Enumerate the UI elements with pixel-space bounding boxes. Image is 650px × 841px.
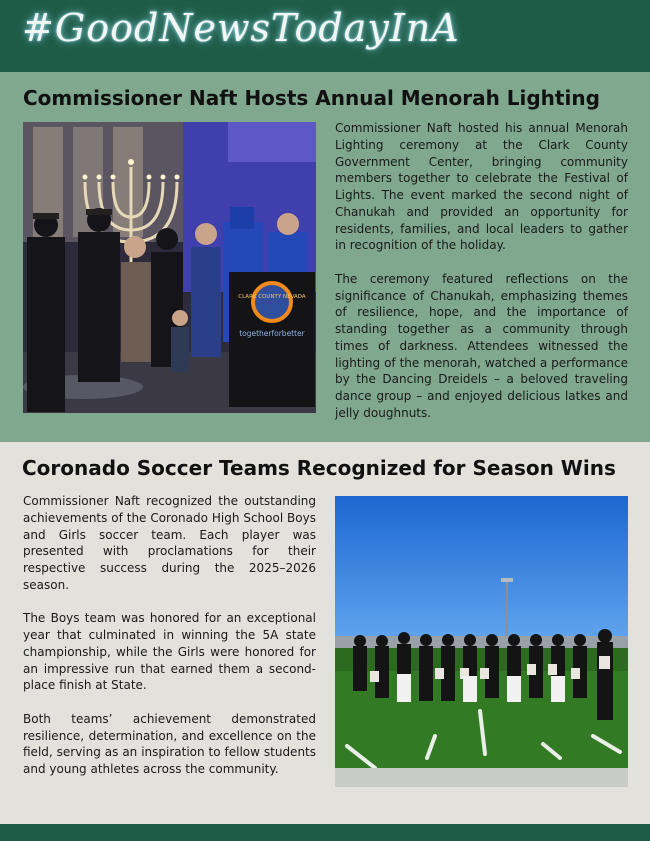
footer-bar <box>0 824 650 841</box>
article-title: Coronado Soccer Teams Recognized for Season Wins <box>22 456 616 480</box>
article-paragraph: Commissioner Naft hosted his annual Menorah Lighting ceremony at the Clark County Government Center, bringing community members together to celebrate the Festival of Lights. The event marked the second night of Chanukah and provided an opportunity for residents, families, and local leaders to gather in recognition of the holiday. <box>335 121 628 253</box>
soccer-team-photo <box>335 496 628 787</box>
header-banner <box>0 0 650 72</box>
article-paragraph: The ceremony featured reflections on the significance of Chanukah, emphasizing themes of resilience, hope, and the importance of standing together as a community through times of darkness. Attendees witnessed the lighting of the menorah, watched a performance by the Dancing Dreidels – a beloved traveling dance group – and enjoyed delicious latkes and jelly doughnuts. <box>335 271 628 420</box>
article-body <box>23 493 316 795</box>
article-menorah-lighting <box>0 72 650 442</box>
menorah-photo-illustration <box>23 122 316 413</box>
article-title: Commissioner Naft Hosts Annual Menorah Lighting <box>23 86 600 110</box>
menorah-event-photo <box>23 122 316 413</box>
soccer-photo-illustration <box>335 496 628 787</box>
article-paragraph: Commissioner Naft recognized the outstanding achievements of the Coronado High School Boys and Girls soccer team. Each player was presented with proclamations for their respective success during the 2025–2026 season. <box>23 494 316 592</box>
article-paragraph: The Boys team was honored for an exceptional year that culminated in winning the 5A state championship, while the Girls were honored for an impressive run that earned them a second-place finish at State. <box>23 611 316 693</box>
article-body <box>335 120 628 438</box>
podium-tagline: togetherforbetter <box>239 329 305 338</box>
article-soccer-teams <box>0 442 650 824</box>
hashtag-title: #GoodNewsTodayInA <box>22 6 460 50</box>
article-paragraph: Both teams’ achievement demonstrated resilience, determination, and excellence on the field, serving as an inspiration to fellow students and young athletes across the community. <box>23 711 316 776</box>
podium-seal-text: CLARK COUNTY NEVADA <box>238 294 306 300</box>
